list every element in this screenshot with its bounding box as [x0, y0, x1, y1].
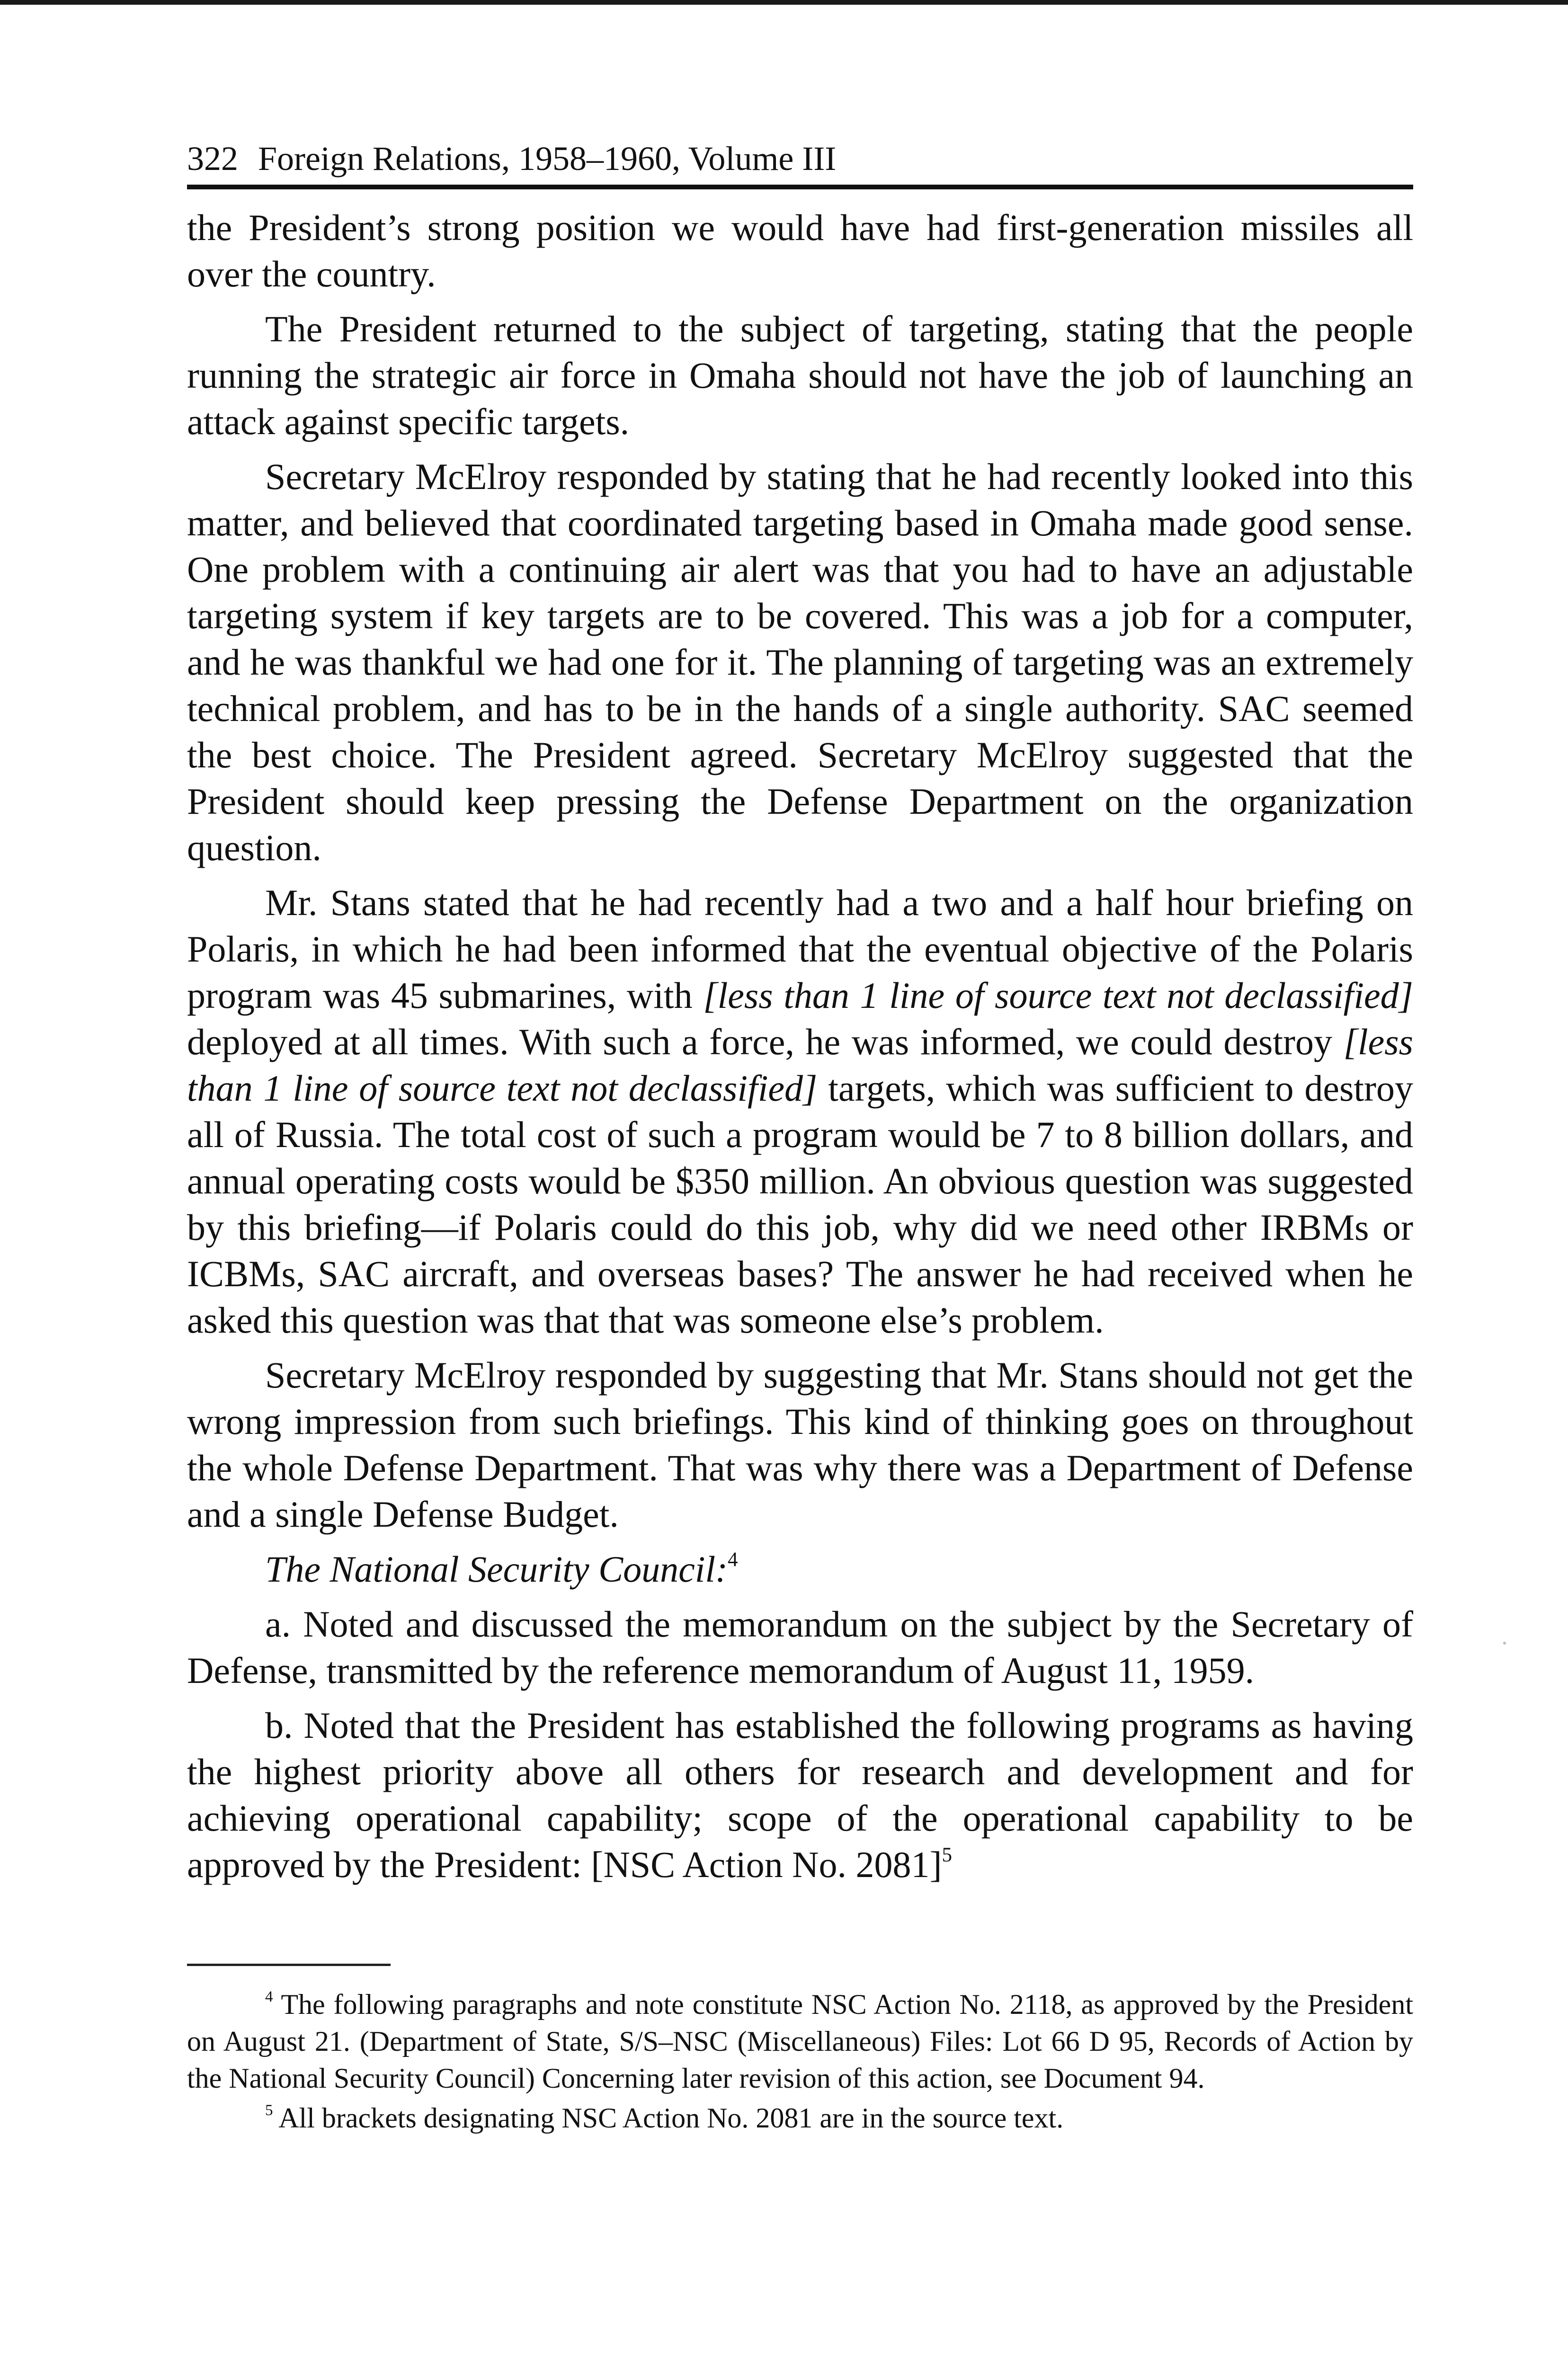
paragraph-item-a: a. Noted and discussed the memorandum on the subject by the Secretary of Defense, transmitted by the reference memorandum of August 11, 1959.	[187, 1603, 1413, 1691]
redaction-note-2: [less than 1 line of source text not declassified]	[187, 1021, 1413, 1109]
polaris-text-3: targets, which was sufficient to destroy all of Russia. The total cost of such a program would be 7 to 8 billion dollars, and annual operating costs would be $350 million. An obvious question was suggested by this briefing—if Polaris could do this job, why did we need other IRBMs or ICBMs, SAC aircraft, and overseas bases? The answer he had received when he asked this question was that that was someone else’s problem.	[187, 1068, 1414, 1341]
paragraph-targeting: The President returned to the subject of targeting, stating that the people running the strategic air force in Omaha should not have the job of launching an attack against specific targets.	[187, 308, 1413, 442]
paragraph-mcelroy-response: Secretary McElroy responded by suggesting that Mr. Stans should not get the wrong impression from such briefings. This kind of thinking goes on throughout the whole Defense Department. That was why there was a Department of Defense and a single Defense Budget.	[187, 1354, 1413, 1535]
footnote-5	[187, 2100, 1413, 2136]
item-b-text: b. Noted that the President has established the following programs as having the highest priority above all others for research and development and for achieving operational capability; scope of the operational capability to be approved by the President: [NSC Action No. 2081]	[187, 1705, 1413, 1885]
paragraph-continuation: the President’s strong position we would have had first-generation missiles all over the country.	[187, 207, 1413, 294]
scan-top-border	[0, 0, 1568, 5]
body-text	[187, 205, 1413, 1888]
paragraph-mcelroy-targeting: Secretary McElroy responded by stating that he had recently looked into this matter, and believed that coordinated targeting based in Omaha made good sense. One problem with a continuing air alert was that you had to have an adjustable targeting system if key targets are to be covered. This was a job for a computer, and he was thankful we had one for it. The planning of targeting was an extremely technical problem, and has to be in the hands of a single authority. SAC seemed the best choice. The President agreed. Secretary McElroy suggested that the President should keep pressing the Defense Department on the organization question.	[187, 456, 1413, 868]
header-rule	[187, 185, 1413, 189]
polaris-text-1: Mr. Stans stated that he had recently had a two and a half hour briefing on Polaris, in which he had been informed that the eventual objective of the Polaris program was 45 submarines, with	[187, 882, 1413, 1016]
paragraph-item-b	[187, 1702, 1413, 1888]
paragraph-nsc-heading	[187, 1546, 1413, 1593]
redaction-note-1: [less than 1 line of source text not declassified]	[703, 975, 1413, 1016]
page-number: 322	[187, 140, 238, 178]
running-head	[187, 137, 1413, 185]
paragraph-stans-polaris	[187, 880, 1413, 1344]
footnote-4-text: The following paragraphs and note constitute NSC Action No. 2118, as approved by the President on August 21. (Department of State, S/S–NSC (Miscellaneous) Files: Lot 66 D 95, Records of Action by the National Security Council) Concerning later revision of this action, see Document 94.	[187, 1989, 1413, 2094]
footnotes	[187, 1986, 1413, 2136]
running-title: Foreign Relations, 1958–1960, Volume III	[258, 140, 837, 178]
footnote-rule	[187, 1964, 391, 1966]
footnote-5-text: All brackets designating NSC Action No. 2081 are in the source text.	[278, 2102, 1064, 2134]
footnote-4	[187, 1986, 1413, 2097]
nsc-heading: The National Security Council:	[265, 1548, 728, 1590]
footnote-marker-4: 4	[265, 1988, 273, 2006]
document-page	[187, 137, 1413, 2136]
scan-speck	[1503, 1642, 1506, 1645]
footnote-ref-4: 4	[728, 1548, 738, 1571]
footnote-ref-5: 5	[942, 1843, 952, 1866]
polaris-text-2: deployed at all times. With such a force, he was informed, we could destroy	[187, 1021, 1344, 1062]
footnote-marker-5: 5	[265, 2102, 273, 2119]
